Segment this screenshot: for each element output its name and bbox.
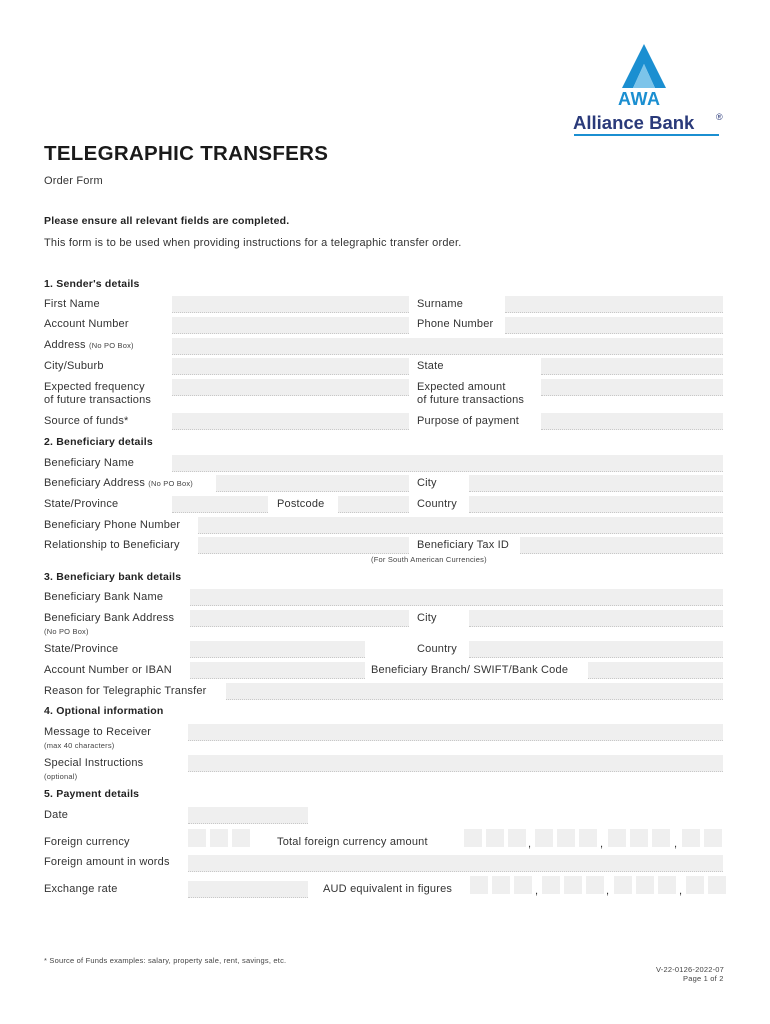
- postcode-label: Postcode: [277, 498, 325, 510]
- logo-underline: [574, 134, 719, 136]
- total-box-1[interactable]: [464, 829, 482, 847]
- frequency-label: [44, 381, 151, 407]
- beneficiary-state-label: State/Province: [44, 498, 119, 510]
- total-comma-2: ,: [600, 838, 604, 850]
- currency-box-3[interactable]: [232, 829, 250, 847]
- section-1-heading: 1. Sender's details: [44, 278, 140, 290]
- account-number-field[interactable]: [172, 317, 409, 334]
- frequency-label-line1: Expected frequency: [44, 381, 145, 393]
- relationship-field[interactable]: [198, 537, 409, 554]
- awa-logo-icon: [620, 44, 668, 88]
- aud-box-2[interactable]: [492, 876, 510, 894]
- beneficiary-address-note: (No PO Box): [148, 479, 194, 488]
- aud-equivalent-label: AUD equivalent in figures: [323, 883, 453, 895]
- bank-address-field[interactable]: [190, 610, 409, 627]
- message-label-text: Message to Receiver: [44, 726, 152, 738]
- aud-box-11[interactable]: [708, 876, 726, 894]
- surname-label: Surname: [417, 298, 464, 310]
- purpose-field[interactable]: [541, 413, 723, 430]
- currency-box-2[interactable]: [210, 829, 228, 847]
- bank-address-note: (No PO Box): [44, 627, 89, 636]
- total-box-8[interactable]: [630, 829, 648, 847]
- source-of-funds-field[interactable]: [172, 413, 409, 430]
- notice-text: Please ensure all relevant fields are completed.: [44, 215, 290, 227]
- amount-in-words-label: Foreign amount in words: [44, 856, 170, 868]
- section-4-heading: 4. Optional information: [44, 705, 164, 717]
- message-field[interactable]: [188, 724, 723, 741]
- logo-short-text: AWA: [618, 89, 661, 109]
- source-of-funds-label: Source of funds*: [44, 415, 129, 427]
- postcode-field[interactable]: [338, 496, 409, 513]
- relationship-label: Relationship to Beneficiary: [44, 539, 180, 551]
- footnote: * Source of Funds examples: salary, property sale, rent, savings, etc.: [44, 956, 287, 965]
- reason-field[interactable]: [226, 683, 723, 700]
- city-suburb-label: City/Suburb: [44, 360, 104, 372]
- date-field[interactable]: [188, 807, 308, 824]
- bank-city-field[interactable]: [469, 610, 723, 627]
- bank-state-field[interactable]: [190, 641, 365, 658]
- beneficiary-address-label: [44, 477, 193, 490]
- section-2-heading: 2. Beneficiary details: [44, 436, 153, 448]
- aud-box-10[interactable]: [686, 876, 704, 894]
- beneficiary-name-label: Beneficiary Name: [44, 457, 135, 469]
- account-number-label: Account Number: [44, 318, 129, 330]
- special-instructions-label: [44, 757, 143, 783]
- bank-state-label: State/Province: [44, 643, 119, 655]
- page-number: Page 1 of 2: [683, 974, 724, 983]
- special-instructions-note: (optional): [44, 772, 78, 781]
- aud-comma-2: ,: [606, 885, 610, 897]
- tax-id-label: Beneficiary Tax ID: [417, 539, 510, 551]
- page-title: TELEGRAPHIC TRANSFERS: [44, 142, 329, 165]
- expected-amount-label: [417, 381, 524, 407]
- aud-box-4[interactable]: [542, 876, 560, 894]
- date-label: Date: [44, 809, 69, 821]
- address-note: (No PO Box): [89, 341, 134, 350]
- bank-country-field[interactable]: [469, 641, 723, 658]
- phone-number-field[interactable]: [505, 317, 723, 334]
- bank-address-text: Beneficiary Bank Address: [44, 612, 175, 624]
- total-amount-label: Total foreign currency amount: [277, 836, 428, 848]
- message-label-note: (max 40 characters): [44, 741, 115, 750]
- aud-box-6[interactable]: [586, 876, 604, 894]
- total-decimal: ,: [674, 838, 678, 850]
- beneficiary-country-field[interactable]: [469, 496, 723, 513]
- logo-registered-mark: ®: [716, 112, 723, 122]
- phone-number-label: Phone Number: [417, 318, 494, 330]
- aud-decimal: ,: [679, 885, 683, 897]
- beneficiary-phone-label: Beneficiary Phone Number: [44, 519, 181, 531]
- total-box-5[interactable]: [557, 829, 575, 847]
- aud-box-9[interactable]: [658, 876, 676, 894]
- intro-text: This form is to be used when providing instructions for a telegraphic transfer order.: [44, 237, 462, 249]
- tax-id-field[interactable]: [520, 537, 723, 554]
- total-box-9[interactable]: [652, 829, 670, 847]
- total-box-10[interactable]: [682, 829, 700, 847]
- total-box-11[interactable]: [704, 829, 722, 847]
- special-instructions-text: Special Instructions: [44, 757, 144, 769]
- aud-comma-1: ,: [535, 885, 539, 897]
- total-box-2[interactable]: [486, 829, 504, 847]
- bank-city-label: City: [417, 612, 437, 624]
- total-box-6[interactable]: [579, 829, 597, 847]
- beneficiary-address-text: Beneficiary Address: [44, 477, 146, 489]
- message-label: [44, 726, 151, 752]
- iban-label: Account Number or IBAN: [44, 664, 172, 676]
- aud-box-8[interactable]: [636, 876, 654, 894]
- special-instructions-field[interactable]: [188, 755, 723, 772]
- bank-name-field[interactable]: [190, 589, 723, 606]
- swift-field[interactable]: [588, 662, 723, 679]
- beneficiary-phone-field[interactable]: [198, 517, 723, 534]
- state-label: State: [417, 360, 444, 372]
- state-field[interactable]: [541, 358, 723, 375]
- address-field[interactable]: [172, 338, 723, 355]
- total-box-4[interactable]: [535, 829, 553, 847]
- beneficiary-country-label: Country: [417, 498, 457, 510]
- version-code: V-22-0126-2022-07: [656, 965, 725, 974]
- total-box-3[interactable]: [508, 829, 526, 847]
- city-suburb-field[interactable]: [172, 358, 409, 375]
- expected-amount-line1: Expected amount: [417, 381, 506, 393]
- beneficiary-address-field[interactable]: [216, 475, 409, 492]
- first-name-label: First Name: [44, 298, 100, 310]
- exchange-rate-label: Exchange rate: [44, 883, 118, 895]
- aud-box-5[interactable]: [564, 876, 582, 894]
- beneficiary-city-field[interactable]: [469, 475, 723, 492]
- page-subtitle: Order Form: [44, 175, 103, 187]
- section-5-heading: 5. Payment details: [44, 788, 140, 800]
- beneficiary-name-field[interactable]: [172, 455, 723, 472]
- exchange-rate-field[interactable]: [188, 881, 308, 898]
- bank-name-label: Beneficiary Bank Name: [44, 591, 164, 603]
- beneficiary-city-label: City: [417, 477, 437, 489]
- address-label-text: Address: [44, 339, 86, 351]
- amount-in-words-field[interactable]: [188, 855, 723, 872]
- purpose-label: Purpose of payment: [417, 415, 520, 427]
- tax-id-note: (For South American Currencies): [371, 555, 487, 564]
- section-3-heading: 3. Beneficiary bank details: [44, 571, 182, 583]
- aud-box-1[interactable]: [470, 876, 488, 894]
- beneficiary-state-field[interactable]: [172, 496, 268, 513]
- first-name-field[interactable]: [172, 296, 409, 313]
- aud-box-7[interactable]: [614, 876, 632, 894]
- total-comma-1: ,: [528, 838, 532, 850]
- total-box-7[interactable]: [608, 829, 626, 847]
- logo-name-text: Alliance Bank: [573, 112, 695, 133]
- bank-address-label: [44, 612, 174, 638]
- bank-country-label: Country: [417, 643, 457, 655]
- expected-amount-line2: of future transactions: [417, 394, 525, 406]
- frequency-field[interactable]: [172, 379, 409, 396]
- foreign-currency-label: Foreign currency: [44, 836, 130, 848]
- swift-label: Beneficiary Branch/ SWIFT/Bank Code: [371, 664, 569, 676]
- currency-box-1[interactable]: [188, 829, 206, 847]
- frequency-label-line2: of future transactions: [44, 394, 152, 406]
- iban-field[interactable]: [190, 662, 365, 679]
- aud-box-3[interactable]: [514, 876, 532, 894]
- reason-label: Reason for Telegraphic Transfer: [44, 685, 207, 697]
- expected-amount-field[interactable]: [541, 379, 723, 396]
- surname-field[interactable]: [505, 296, 723, 313]
- address-label: [44, 339, 134, 352]
